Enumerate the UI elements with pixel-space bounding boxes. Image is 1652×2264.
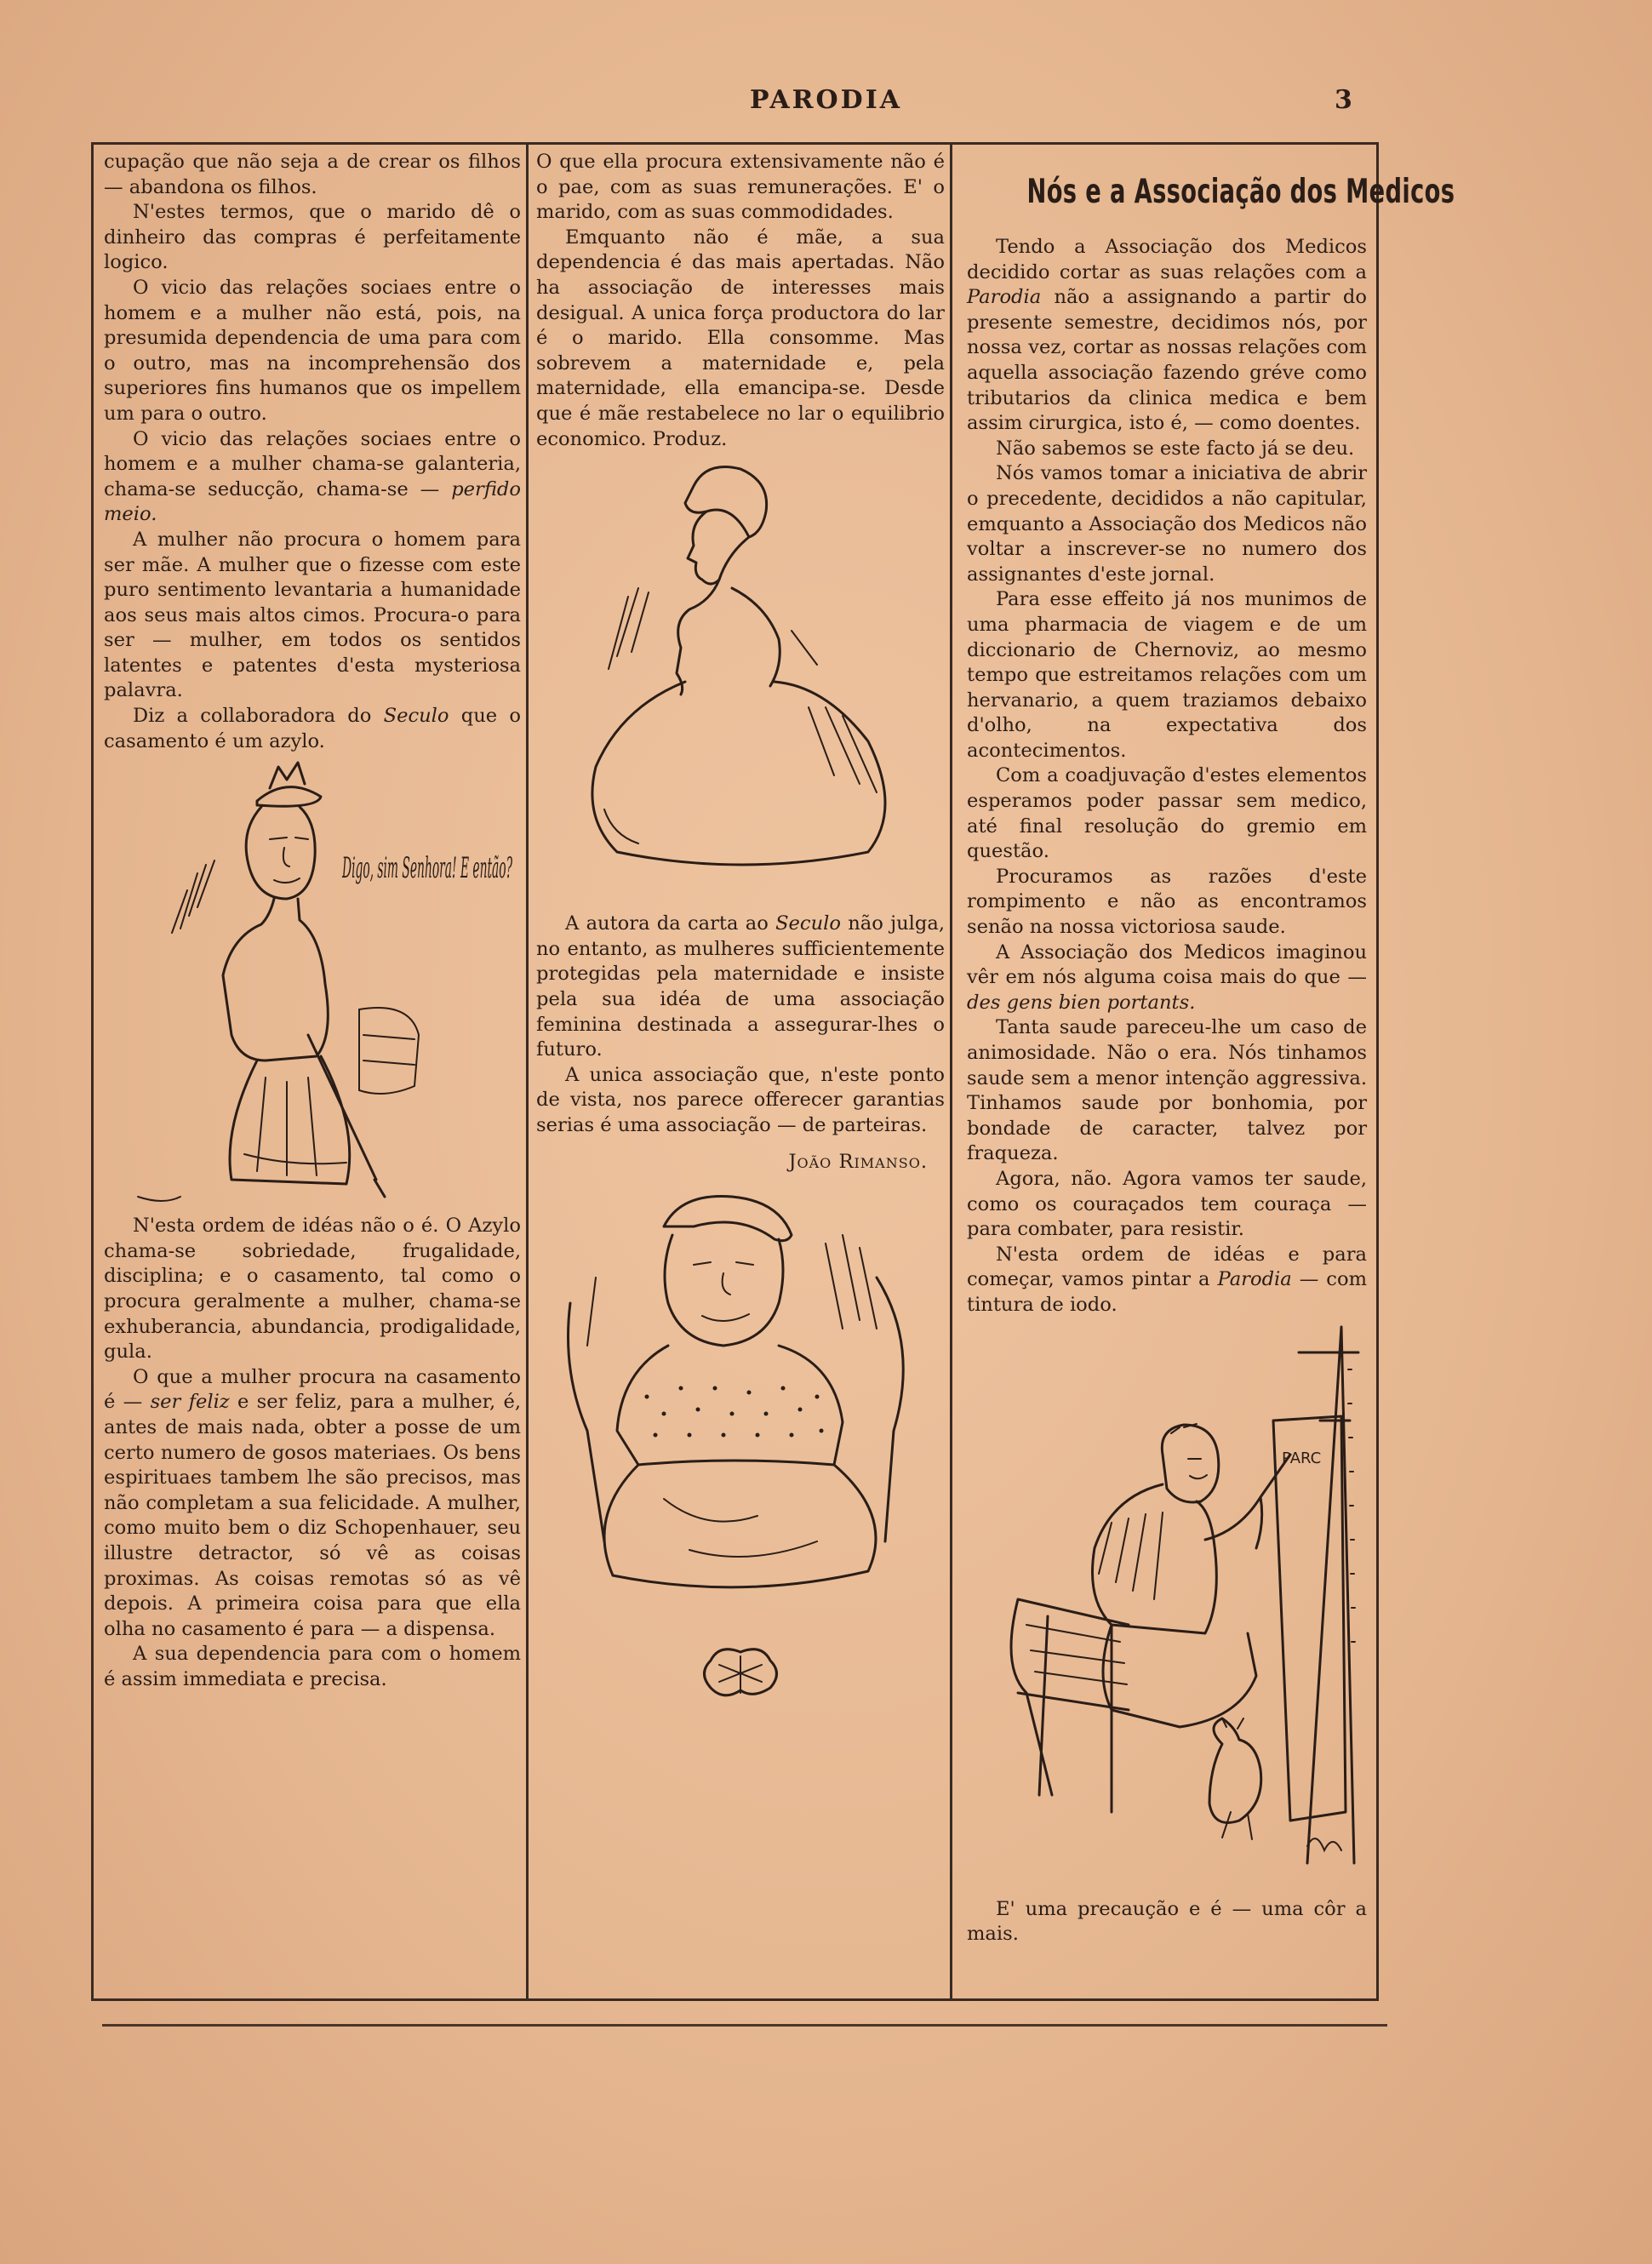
col1-p8-text-c: e ser feliz, para a mulher, é, antes de mais nada, obter a posse de um certo numero de gosos materiaes. Os bens espirituaes tambem lhe são precisos, mas não completam a sua felicidade. A mulher, como muito bem o diz Schopenhauer, seu illustre detractor, só vê as coisas proximas. As coisas remotas só as vê depois. A primeira coisa para que ella olha no casamento é para — a dispensa.: [104, 1391, 522, 1640]
col2-paragraph-2: Emquanto não é mãe, a sua dependencia é das mais apertadas. Não ha associação de interesses mais desigual. A unica força productora do lar é o marido. Ella consomme. Mas sobrevem a maternidade e, pela maternidade, ella emancipa-se. Desde que é mãe restabelece no lar o equilibrio economico. Produz.: [536, 226, 945, 450]
col3-paragraph-9: Agora, não. Agora vamos ter saude, como os couraçados tem couraça — para combater, para resistir.: [967, 1167, 1367, 1241]
col2-signature: João Rimanso.: [788, 1151, 928, 1174]
column-1: [104, 150, 521, 1693]
col3-p1-italic: Parodia: [967, 286, 1042, 309]
column-2: [536, 150, 945, 1712]
col3-paragraph-5: Com a coadjuvação d'estes elementos esperamos poder passar sem medico, até final resolução do gremio em questão.: [967, 764, 1367, 863]
col1-paragraph-2: N'estes termos, que o marido dê o dinheiro das compras é perfeitamente logico.: [104, 201, 521, 274]
page-number: 3: [1335, 85, 1352, 115]
caricature-seated-woman-profile: [536, 452, 945, 912]
col3-p1-text-c: não a assignando a partir do presente semestre, decidimos nós, por nossa vez, cortar as nossas relações com aquella associação fazendo gréve como tributarios da clinica medica e bem assim cirurgica, isto é, — como doentes.: [967, 286, 1367, 435]
col2-paragraph-3: [536, 912, 945, 1063]
article-frame: [91, 142, 1455, 2001]
col3-p7-italic: des gens bien portants.: [967, 991, 1196, 1014]
col1-p4-italic: perfido meio.: [104, 477, 521, 526]
col2-p3-text-c: não julga, no entanto, as mulheres sufficientemente protegidas pela maternidade e insiste pela sua idéa de uma associação feminina destinada a assegurar-lhes o futuro.: [536, 912, 945, 1061]
caricature-painter-at-easel: [967, 1318, 1367, 1897]
column-divider-1: [526, 145, 529, 1998]
col3-paragraph-6: Procuramos as razões d'este rompimento e não as encontramos senão na nossa victoriosa saude.: [967, 865, 1367, 939]
col3-paragraph-7: [967, 940, 1367, 1016]
col2-p3-text-a: A autora da carta ao: [565, 912, 769, 935]
col2-paragraph-4: A unica associação que, n'este ponto de vista, nos parece offerecer garantias serias é uma associação — de parteiras.: [536, 1063, 945, 1136]
col3-p1-text-a: Tendo a Associação dos Medicos decidido cortar as suas relações com a: [967, 236, 1367, 283]
col1-p6-text-c: que o casamento é um azylo.: [104, 705, 521, 752]
ornament-vignette: [536, 1635, 945, 1712]
caricature-woman-with-umbrella: [104, 754, 521, 1214]
easel-label: PARC: [1282, 1449, 1322, 1467]
col3-paragraph-8: Tanta saude pareceu-lhe um caso de animosidade. Não o era. Nós tinhamos saude sem a menor intenção aggressiva. Tinhamos saude por bonhomia, por bondade de caracter, talvez por fraqueza.: [967, 1016, 1367, 1165]
col1-paragraph-4: [104, 427, 521, 528]
col3-p7-text: A Associação dos Medicos imaginou vêr em nós alguma coisa mais do que —: [967, 940, 1367, 989]
col3-p10-italic: Parodia: [1217, 1268, 1292, 1291]
caricature-stout-woman-seated: [536, 1175, 945, 1635]
col1-paragraph-1: cupação que não seja a de crear os filhos — abandona os filhos.: [104, 151, 521, 198]
page-bottom-rule: [102, 2024, 1387, 2027]
col3-paragraph-3: Nós vamos tomar a iniciativa de abrir o precedente, decididos a não capitular, emquanto a Associação dos Medicos não voltar a inscrever-se no numero dos assignantes d'este jornal.: [967, 462, 1367, 586]
col1-p6-text-a: Diz a collaboradora do: [133, 705, 372, 728]
caricature-speech-text: Digo, sim Senhora! E então?: [341, 851, 513, 886]
col3-p10-text-a: N'esta ordem de idéas e para começar, vamos pintar a: [967, 1243, 1367, 1291]
masthead-title: PARODIA: [749, 85, 903, 115]
col2-paragraph-1: O que ella procura extensivamente não é o pae, com as suas remunerações. E' o marido, com as suas commodidades.: [536, 151, 945, 224]
blouse-dots: [645, 1386, 824, 1438]
col1-paragraph-8: [104, 1365, 521, 1643]
col1-paragraph-6: [104, 704, 521, 754]
col1-paragraph-5: A mulher não procura o homem para ser mãe. A mulher que o fizesse com este puro sentimento levantaria a humanidade aos seus mais altos cimos. Procura-o para ser — mulher, em todos os sentidos latentes e patentes d'esta mysteriosa palavra.: [104, 528, 521, 702]
col3-paragraph-1: [967, 235, 1367, 437]
col3-p10-text-c: — com tintura de iodo.: [967, 1268, 1367, 1316]
col1-paragraph-3: O vicio das relações sociaes entre o homem e a mulher não está, pois, na presumida dependencia de uma para com o outro, mas na incomprehensão dos superiores fins humanos que os impellem um para o outro.: [104, 276, 521, 425]
col1-p8-text-a: O que a mulher procura na casamento é —: [104, 1365, 521, 1414]
col3-paragraph-10: [967, 1243, 1367, 1318]
article-title: Nós e a Associação dos Medicos: [1026, 173, 1455, 211]
column-divider-2: [950, 145, 952, 1998]
col3-paragraph-2: Não sabemos se este facto já se deu.: [996, 437, 1355, 460]
col1-p4-text: O vicio das relações sociaes entre o homem e a mulher chama-se galanteria, chama-se seducção, chama-se —: [104, 427, 521, 500]
column-3: [967, 150, 1455, 1947]
col1-paragraph-7: N'esta ordem de idéas não o é. O Azylo chama-se sobriedade, frugalidade, disciplina; e o casamento, tal como o procura geralmente a mulher, chama-se exhuberancia, abundancia, prodigalidade, gula.: [104, 1215, 521, 1364]
col1-paragraph-9: A sua dependencia para com o homem é assim immediata e precisa.: [104, 1643, 521, 1690]
col1-p6-italic: Seculo: [383, 705, 449, 728]
col1-p8-italic: ser feliz: [150, 1391, 230, 1414]
col3-paragraph-4: Para esse effeito já nos munimos de uma pharmacia de viagem e de um diccionario de Chernoviz, ao mesmo tempo que estreitamos relações com um hervanario, a quem traziamos debaixo d'olho, na expectativa dos acontecimentos.: [967, 588, 1367, 762]
col3-caption: E' uma precaução e é — uma côr a mais.: [967, 1897, 1367, 1946]
col2-p3-italic: Seculo: [775, 912, 841, 935]
